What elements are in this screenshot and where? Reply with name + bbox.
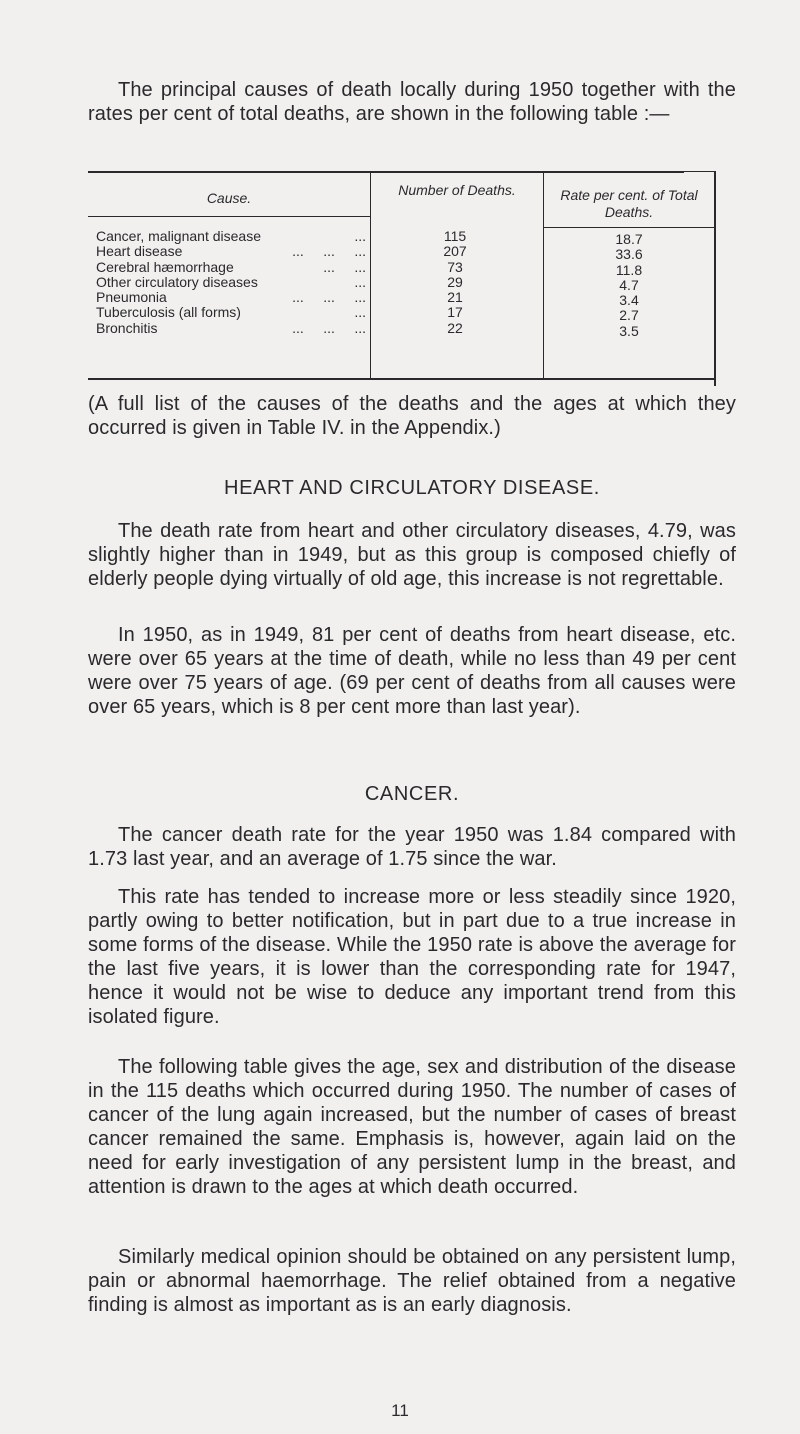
cell-deaths: 29: [447, 273, 463, 290]
cell-deaths: 17: [447, 304, 463, 321]
table-header-rule-1: [88, 216, 370, 217]
section-heading-heart: HEART AND CIRCULATORY DISEASE.: [224, 477, 600, 499]
cell-deaths: 21: [447, 289, 463, 306]
leader-dots: ... ... ...: [292, 244, 366, 260]
heart-paragraph-2: In 1950, as in 1949, 81 per cent of deaths from heart disease, etc. were over 65 years at the time of death, while no less than 49 per cent were over 75 years of age. (69 per cent of deaths from all causes were over 65 years, which is 8 per cent more than last year).: [88, 624, 736, 718]
table-note: (A full list of the causes of the deaths and the ages at which they occurred is given in Table IV. in the Appendix.): [88, 393, 736, 439]
cell-rate: 4.7: [619, 276, 639, 293]
table-row: [88, 228, 716, 247]
leader-dots: ...: [354, 229, 366, 244]
leader-dots: ...: [354, 305, 366, 321]
table-row: [88, 243, 716, 263]
header-cause: Cause.: [206, 190, 252, 206]
table-top-rule-end: [684, 171, 716, 172]
cell-deaths: 73: [447, 258, 463, 275]
page-number: 11: [391, 1401, 409, 1420]
leader-dots: ... ... ...: [292, 290, 366, 306]
table-row: [88, 319, 716, 339]
table-row: [88, 304, 716, 324]
header-number-of-deaths: Number of Deaths.: [398, 182, 516, 198]
cell-cause: Tuberculosis (all forms): [96, 305, 241, 321]
cell-cause: Heart disease: [96, 244, 183, 260]
cell-rate: 3.5: [619, 322, 639, 339]
causes-of-death-table: [88, 171, 716, 380]
cell-rate: 33.6: [615, 246, 643, 263]
table-header-rule-3: [543, 227, 714, 228]
table-row: [88, 273, 716, 293]
table-row: [88, 289, 716, 309]
leader-dots: ... ... ...: [292, 320, 366, 336]
cell-deaths: 115: [443, 228, 467, 244]
table-row: [88, 258, 716, 278]
intro-paragraph: The principal causes of death locally during 1950 together with the rates per cent of total deaths, are shown in the following table :—: [88, 79, 736, 125]
cell-cause: Cerebral hæmorrhage: [96, 259, 234, 275]
cell-rate: 2.7: [619, 307, 639, 324]
cell-cause: Bronchitis: [96, 320, 158, 336]
cell-rate: 3.4: [619, 292, 639, 309]
cancer-paragraph-4: Similarly medical opinion should be obtained on any persistent lump, pain or abnormal haemorrhage. The relief obtained from a negative finding is almost as important as is an early diagnosis.: [88, 1246, 736, 1316]
header-rate-per-cent: Rate per cent. of Total Deaths.: [560, 187, 698, 220]
leader-dots: ... ...: [323, 259, 366, 275]
cancer-paragraph-1: The cancer death rate for the year 1950 was 1.84 compared with 1.73 last year, and an average of 1.75 since the war.: [88, 824, 736, 870]
heart-paragraph-1: The death rate from heart and other circulatory diseases, 4.79, was slightly higher than in 1949, but as this group is composed chiefly of elderly people dying virtually of old age, this increase is not regrettable.: [88, 520, 736, 590]
cell-cause: Other circulatory diseases: [96, 274, 258, 290]
cell-deaths: 207: [443, 243, 467, 260]
cell-rate: 18.7: [615, 231, 643, 247]
leader-dots: ...: [354, 274, 366, 290]
cell-deaths: 22: [447, 319, 463, 336]
cell-rate: 11.8: [615, 261, 643, 278]
cell-cause: Pneumonia: [96, 290, 167, 306]
table-bottom-rule: [88, 378, 716, 380]
table-top-rule: [88, 171, 684, 173]
cell-cause: Cancer, malignant disease: [96, 229, 261, 244]
cancer-paragraph-3: The following table gives the age, sex and distribution of the disease in the 115 deaths which occurred during 1950. The number of cases of cancer of the lung again increased, but the number of cases of breast cancer remained the same. Emphasis is, however, again laid on the need for early investigation of any persistent lump in the breast, and attention is drawn to the ages at which death occurred.: [88, 1056, 736, 1198]
section-heading-cancer: CANCER.: [364, 783, 460, 805]
table-body: [88, 228, 716, 339]
cancer-paragraph-2: This rate has tended to increase more or less steadily since 1920, partly owing to better notification, but in part due to a true increase in some forms of the disease. While the 1950 rate is above the average for the last five years, it is lower than the corresponding rate for 1947, hence it would not be wise to deduce any important trend from this isolated figure.: [88, 886, 736, 1028]
